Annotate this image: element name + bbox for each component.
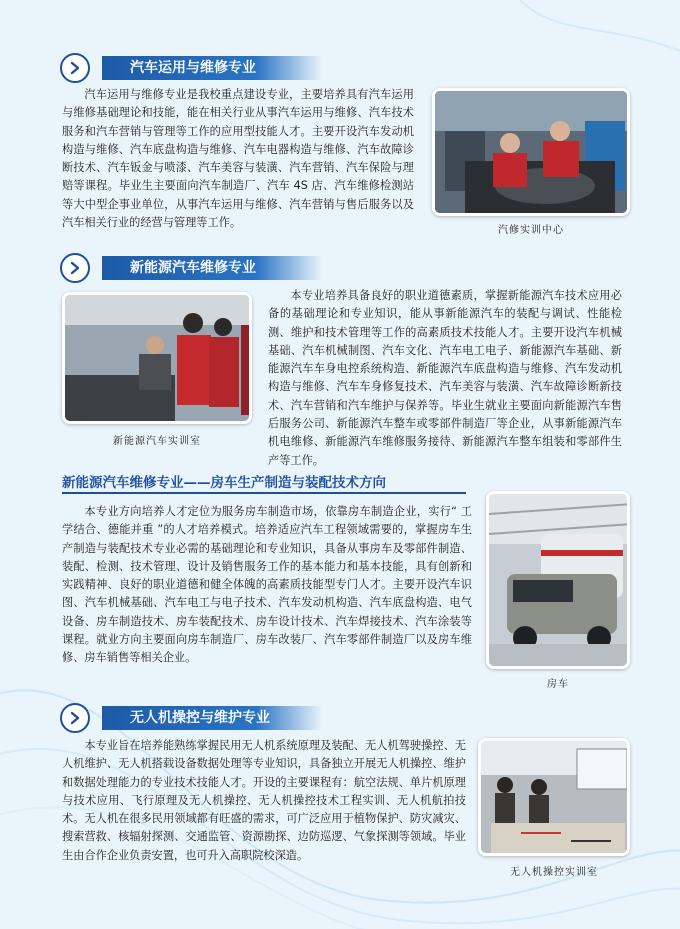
photo-caption: 新能源汽车实训室 — [113, 436, 201, 447]
photo-drone-training-room — [478, 738, 630, 856]
photo-auto-training-center — [432, 88, 630, 216]
section-rv-manufacturing — [0, 465, 680, 695]
chevron-right-icon — [60, 53, 90, 83]
photo-rv — [486, 491, 630, 669]
photo-caption: 房车 — [547, 679, 569, 690]
section-nev-repair — [0, 250, 680, 467]
photo-caption: 汽修实训中心 — [498, 225, 564, 236]
section-body — [62, 737, 466, 865]
photo-caption: 无人机操控实训室 — [510, 867, 598, 878]
section-title: 新能源汽车维修专业——房车生产制造与装配技术方向 — [62, 475, 386, 491]
section-header — [60, 256, 320, 280]
section-body — [62, 503, 472, 668]
section-divider — [62, 492, 466, 494]
section-auto-repair — [0, 0, 680, 240]
photo-nev-training-room — [62, 292, 252, 424]
section-title: 无人机操控与维护专业 — [102, 706, 322, 730]
body-paragraph: 汽车运用与维修专业是我校重点建设专业，主要培养具有汽车运用与维修基础理论和技能，能在相关行业从事汽车运用与维修、汽车技术服务和汽车营销与管理等工作的应用型技能人才。主要开设汽车发动机构造与维修、汽车底盘构造与维修、汽车电器构造与维修、汽车故障诊断技术、汽车钣金与喷漆、汽车美容与装潢、汽车营销、汽车保险与理赔等课程。毕业生主要面向汽车制造厂、汽车 4S 店、汽车维修检测站等大中型企事业单位，从事汽车运用与维修、汽车营销与售后服务以及汽车相关行业的经营与管理等工作。 — [62, 88, 414, 230]
section-title: 汽车运用与维修专业 — [102, 56, 322, 80]
section-header — [60, 706, 320, 730]
body-paragraph: 本专业旨在培养能熟练掌握民用无人机系统原理及装配、无人机驾驶操控、无人机维护、无人机搭载设备数据处理等专业知识，具备独立开展无人机操控、维护和数据处理能力的专业技术技能人才。开设的主要课程有：航空法规、单片机原理与技术应用、飞行原理及无人机操控、无人机操控技术工程实训、无人机航拍技术。无人机在很多民用领域都有旺盛的需求，可广泛应用于植物保护、防灾减灾、搜索营救、核辐射探测、交通监管、资源勘探、边防巡逻、气象探测等领域。毕业生由合作企业负责安置，也可升入高职院校深造。 — [62, 739, 466, 862]
section-drone — [0, 700, 680, 900]
section-header — [60, 56, 320, 80]
body-paragraph: 本专业培养具备良好的职业道德素质，掌握新能源汽车技术应用必备的基础理论和专业知识，能从事新能源汽车的装配与调试、性能检测、维护和技术管理等工作的高素质技术技能人才。主要开设汽车机械基础、汽车机械制图、汽车文化、汽车电工电子、新能源汽车基础、新能源汽车车身电控系统构造、新能源汽车底盘构造与维修、汽车发动机构造与维修、汽车车身修复技术、汽车美容与装潢、汽车故障诊断新技术、汽车营销和汽车维护与保养等。毕业生就业主要面向新能源汽车售后服务公司、新能源汽车整车或零部件制造厂等企业，从事新能源汽车机电维修、新能源汽车维修服务接待、新能源汽车整车组装和零部件生产等工作。 — [268, 289, 622, 467]
chevron-right-icon — [60, 703, 90, 733]
body-paragraph: 本专业方向培养人才定位为服务房车制造市场，依靠房车制造企业，实行“ 工学结合、德能并重 ”的人才培养模式。培养适应汽车工程领域需要的，掌握房车生产制造与装配技术专业必需的基础理论和专业知识，具备从事房车及零部件制造、装配、检测、技术管理、设计及销售服务工作的基本能力和基本技能，具有创新和实践精神、良好的职业道德和健全体魄的高素质技能型专门人才。主要开设汽车识图、汽车机械基础、汽车电工与电子技术、汽车发动机构造、汽车底盘构造、电气设备、房车制造技术、房车装配技术、房车设计技术、汽车焊接技术、汽车涂装等课程。就业方向主要面向房车制造厂、房车改装厂、汽车零部件制造厂以及房车维修、房车销售等相关企业。 — [62, 505, 472, 665]
section-title: 新能源汽车维修专业 — [102, 256, 322, 280]
section-body — [62, 86, 414, 232]
section-body — [268, 287, 622, 470]
chevron-right-icon — [60, 253, 90, 283]
